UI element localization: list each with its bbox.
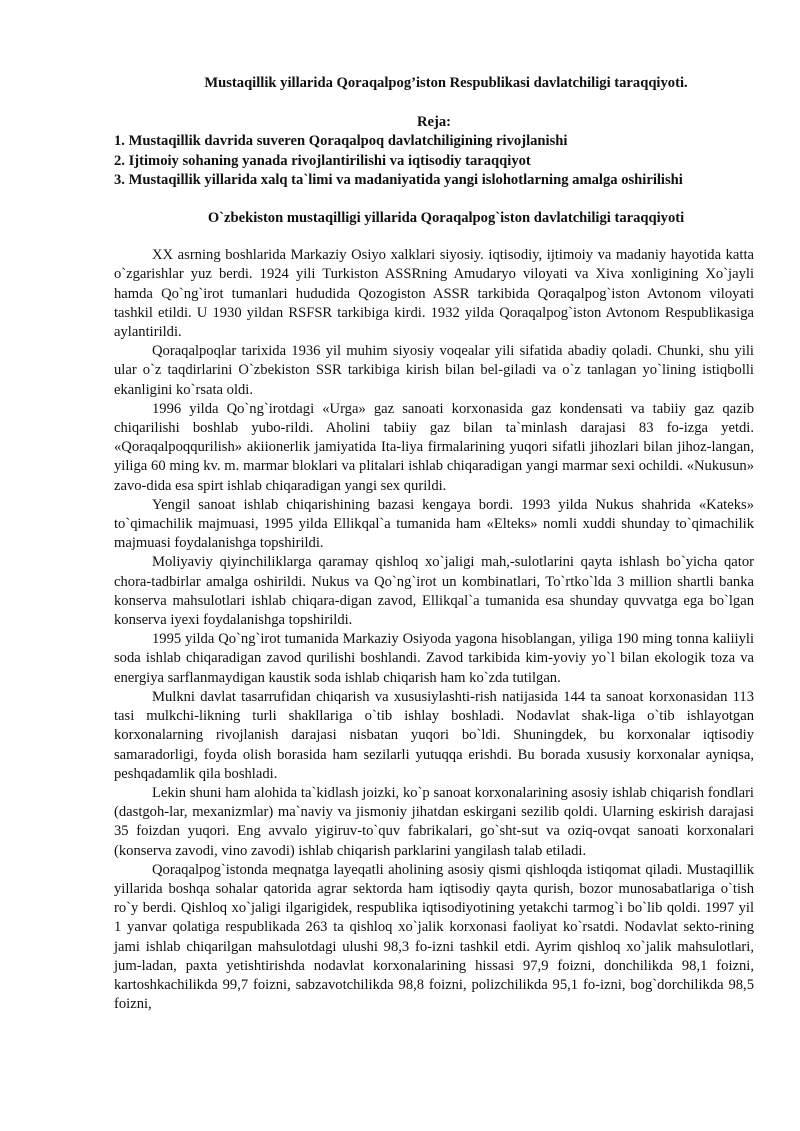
- document-page: [114, 74, 754, 1014]
- plan-item: 2. Ijtimoiy sohaning yanada rivojlantirilishi va iqtisodiy taraqqiyot: [114, 152, 531, 169]
- document-body: [114, 246, 754, 1014]
- plan-item: 1. Mustaqillik davrida suveren Qoraqalpoq davlatchiligining rivojlanishi: [114, 133, 568, 150]
- paragraph: Moliyaviy qiyinchiliklarga qaramay qishloq xo`jaligi mah,-sulotlarini qayta ishlash bo`yicha qator chora-tadbirlar amalga oshirildi. Nukus va Qo`ng`irot un kombinatlari, To`rtko`lda 3 million shartli banka konserva mahsulotlari ishlab chiqara-digan zavod, Ellikqal`a tumanida esa shunday quvvatga ega bo`lgan konserva iyexi foydalanishga topshirildi.: [114, 554, 754, 629]
- paragraph: Qoraqalpoqlar tarixida 1936 yil muhim siyosiy voqealar yili sifatida abadiy qoladi. Chunki, shu yili ular o`z taqdirlarini O`zbekiston SSR tarkibiga kirish bilan bel-giladi va o`z tanlagan yo`lining istiqbolli ekanligini ko`rsata oldi.: [114, 343, 754, 398]
- paragraph: Yengil sanoat ishlab chiqarishining bazasi kengaya bordi. 1993 yilda Nukus shahrida «Kateks» to`qimachilik majmuasi, 1995 yilda Ellikqal`a tumanida ham «Elteks» nomli xuddi shunday to`qimachilik majmuasi foydalanishga topshirildi.: [114, 496, 754, 552]
- paragraph: Qoraqalpog`istonda meqnatga layeqatli aholining asosiy qismi qishloqda istiqomat qiladi. Mustaqillik yillarida boshqa sohalar qatorida agrar sektorda ham iqtisodiy qayta qurish, bozor munosabatlariga o`tish ro`y berdi. Qishloq xo`jaligi ilgarigidek, respublika iqtisodiyotining yetakchi tarmog`i bo`lib qoldi. 1997 yil 1 yanvar qolatiga respublikada 263 ta qishloq xo`jalik korxonasi faoliyat ko`rsatdi. Nodavlat sekto-rining jami ishlab chiqarilgan mahsulotdagi ulushi 98,3 fo-izni tashkil etdi. Ayrim qishloq xo`jalik mahsulotlari, jum-ladan, paxta yetishtirishda nodavlat korxonalarining hissasi 97,9 foizni, donchilikda 98,1 foizni, kartoshkachilikda 99,7 foizni, sabzavotchilikda 98,8 foizni, polizchilikda 95,1 fo-izni, bog`dorchilikda 98,5 foizni,: [114, 861, 754, 1013]
- paragraph: Mulkni davlat tasarrufidan chiqarish va xususiylashti-rish natijasida 144 ta sanoat korxonasidan 113 tasi mulkchi-likning turli shakllariga o`tib ishlay boshladi. Nodavlat shak-liga o`tib ishlayotgan korxonalarning rivojlanish darajasi nisbatan yuqori bo`ldi. Shuningdek, bu korxonalar iqtisodiy samaradorligi, foyda olish borasida ham sezilarli yutuqqa erishdi. Bu borada xususiy korxonalar ayniqsa, peshqadamlik qila boshladi.: [114, 688, 754, 782]
- paragraph: Lekin shuni ham alohida ta`kidlash joizki, ko`p sanoat korxonalarining asosiy ishlab chiqarish fondlari (dastgoh-lar, mexanizmlar) ma`naviy va jismoniy jihatdan eskirgani sezilib qoldi. Ularning eskirish darajasi 35 foizdan yuqori. Eng avvalo yigiruv-to`quv fabrikalari, go`sht-sut va oziq-ovqat sanoati korxonalari (konserva zavodi, vino zavodi) ishlab chiqarish parklarini yangilash talab etiladi.: [114, 784, 754, 859]
- plan-list: [114, 132, 754, 190]
- paragraph: XX asrning boshlarida Markaziy Osiyo xalklari siyosiy. iqtisodiy, ijtimoiy va madaniy hayotida katta o`zgarishlar yuz berdi. 1924 yili Turkiston ASSRning Amudaryo viloyati va Xiva xonligining Xo`jayli hamda Qo`ng`irot tumanlari hududida Qozogiston ASSR tarkibida Qoraqalpog`iston Avtonom viloyati tashkil etildi. U 1930 yildan RSFSR tarkibiga kirdi. 1932 yilda Qoraqalpog`iston Avtonom Respublikasiga aylantirildi.: [114, 247, 754, 341]
- paragraph: 1995 yilda Qo`ng`irot tumanida Markaziy Osiyoda yagona hisoblangan, yiliga 190 ming tonna kaliiyli soda ishlab chiqaradigan zavod qurilishi boshlandi. Zavod tarkibida kim-yoviy yo`l bilan ekologik toza va energiya sarflanmaydigan kaustik soda ishlab chiqarish ham ko`zda tutilgan.: [114, 631, 754, 686]
- paragraph: 1996 yilda Qo`ng`irotdagi «Urga» gaz sanoati korxonasida gaz kondensati va tabiiy gaz qazib chiqarilishi boshlab yubo-rildi. Aholini tabiiy gaz bilan ta`minlash darajasi 83 fo-izga yetdi. «Qoraqalpoqqurilish» akiionerlik jamiyatida Ita-liya firmalarining yuqori sifatli jihozlari bilan jihoz-langan, yiliga 60 ming kv. m. marmar bloklari va plitalari ishlab chiqaradigan yangi marmar sexi ochildi. «Nukusun» zavo-dida esa spirt ishlab chiqaradigan yangi sex qurildi.: [114, 400, 754, 494]
- plan-item: 3. Mustaqillik yillarida xalq ta`limi va madaniyatida yangi islohotlarning amalga oshirilishi: [114, 171, 683, 188]
- document-title: Mustaqillik yillarida Qoraqalpog’iston Respublikasi davlatchiligi taraqqiyoti.: [204, 75, 688, 91]
- plan-heading: Reja:: [416, 114, 452, 131]
- section-title: O`zbekiston mustaqilligi yillarida Qoraqalpog`iston davlatchiligi taraqqiyoti: [207, 210, 685, 227]
